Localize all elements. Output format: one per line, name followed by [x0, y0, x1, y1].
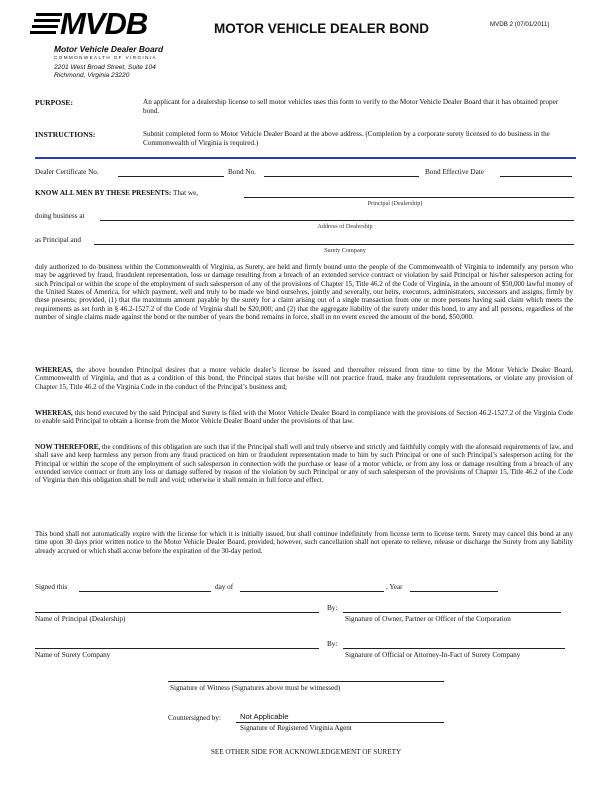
bond-no-label: Bond No. [228, 168, 256, 176]
as-principal-label: as Principal and [35, 236, 81, 244]
footer-note: SEE OTHER SIDE FOR ACKNOWLEDGEMENT OF SURETY [210, 748, 402, 756]
principal-name-field[interactable] [35, 612, 319, 613]
bond-paragraph-1: duly authorized to do business within the Commonwealth of Virginia, as Surety, are held and firmly bound unto the people of the Commonwealth of Virginia to indemnify any person who may be aggrieved by fraud, fraudulent representation, loss or damage resulting from a breach of an extended service contract or violation by said Principal or his/her salesperson acting for such Principal or within the scope of the employment of such salesperson of any of the provisions of Chapter 15, Title 46.2 of the Code of Virginia, in the amount of $50,000 lawful money of the United States of America, for which payment, well and truly to be made we bind ourselves, jointly and severally, our heirs, executors, administrators, successors and assigns, firmly by these presents; provided, (1) that the maximum amount payable by the surety for a claim arising out of a single transaction from one or more persons having said claim which meets the requirements as set forth in § 46.2-1527.2 of the Code of Virginia shall be $20,000; and (2) that the aggregate liability of the surety under this bond, to any and all persons, regardless of the number of single claims made against the bond or the number of years the bond remains in force, shall in no event exceed the amount of the bond, $50,000. [35, 263, 573, 322]
know-all-label: KNOW ALL MEN BY THESE PRESENTS: [35, 189, 172, 197]
instructions-label: INSTRUCTIONS: [35, 130, 96, 139]
witness-caption: Signature of Witness (Signatures above must be witnessed) [170, 684, 341, 692]
address-line-2: Richmond, Virginia 23220 [54, 72, 130, 79]
surety-company-field[interactable] [94, 244, 574, 245]
dealer-cert-label: Dealer Certificate No. [35, 168, 99, 176]
dealership-address-field[interactable] [100, 220, 574, 221]
principal-field[interactable] [244, 197, 574, 198]
agent-signature-field[interactable] [236, 722, 444, 723]
instructions-text: Submit completed form to Motor Vehicle Dealer Board at the above address. (Completion by a corporate surety licensed to do business in the Commonwealth of Virginia is required.) [143, 130, 550, 147]
expiration-paragraph: This bond shall not automatically expire with the license for which it is initially issued, but shall continue indefinitely from license term to license term. Surety may cancel this bond at any time upon 30 days prior written notice to the Motor Vehicle Dealer Board, provided, however, such cancellation shall not operate to relieve, release or discharge the Surety from any liability already accrued or which shall accrue before the expiration of the 30-day period. [35, 530, 573, 555]
year-label: , Year [386, 583, 403, 591]
mvdb-logo [30, 8, 180, 88]
signed-day-field[interactable] [79, 591, 211, 592]
page-title: MOTOR VEHICLE DEALER BOND [214, 21, 430, 36]
bond-no-field[interactable] [264, 176, 419, 177]
day-of-label: day of [215, 583, 234, 591]
effective-date-label: Bond Effective Date [425, 168, 484, 176]
address-line-1: 2201 West Broad Street, Suite 104 [54, 64, 156, 71]
now-therefore-text: the conditions of this obligation are such that if the Principal shall well and truly observe and strictly and faithfully comply with the aforesaid requirements of law, and shall save and keep harmless any person from any fraud practiced on him or fraudulent representation made to him by such Principal or one of such Principal’s salesperson acting for the Principal or within the scope of the employment of such salesperson in connection with the purchase or lease of a motor vehicle, or from any loss or damage resulting from a breach of any extended service contract or from any loss or damage suffered by reason of the violation by such Principal or any of such salesperson of the provisions of Chapter 15, Title 46.2 of the Code of Virginia then this obligation shall be null and void; otherwise it shall remain in full force and effect. [35, 443, 573, 485]
whereas-text-1: the above bounden Principal desires that a motor vehicle dealer’s license be issued and thereafter reissued from time to time by the Motor Vehicle Dealer Board, Commonwealth of Virginia, and that as a condition of this bond, the Principal states that he/she will not practice fraud, make any fraudulent representations, or violate any provision of Chapter 15, Title 46.2 of the Virginia Code in the conduct of the Principal’s business and; [35, 366, 573, 391]
signed-year-field[interactable] [410, 591, 498, 592]
form-number: MVDB 2 (07/01/2011) [490, 21, 550, 28]
principal-name-caption: Name of Principal (Dealership) [35, 615, 126, 623]
whereas-paragraph-1 [35, 366, 573, 391]
countersigned-label: Countersigned by: [168, 714, 221, 722]
logo-commonwealth: COMMONWEALTH OF VIRGINIA [54, 55, 157, 60]
by-label-2: By: [327, 640, 338, 648]
official-signature-field[interactable] [343, 648, 565, 649]
purpose-text: An applicant for a dealership license to sell motor vehicles uses this form to verify to the Motor Vehicle Dealer Board that it has obtained proper bond. [143, 98, 559, 115]
now-therefore-lead: NOW THEREFORE, [35, 443, 101, 451]
logo-subtitle: Motor Vehicle Dealer Board [54, 44, 164, 54]
doing-business-label: doing business at [35, 212, 85, 220]
principal-caption: Principal (Dealership) [367, 200, 423, 207]
whereas-paragraph-2 [35, 409, 573, 426]
address-caption: Address of Dealership [317, 223, 373, 230]
official-signature-caption: Signature of Official or Attorney-In-Fact of Surety Company [345, 651, 521, 659]
whereas-text-2: this bond executed by the said Principal and Surety is filed with the Motor Vehicle Dealer Board in compliance with the provisions of Section 46.2-1527.2 of the Virginia Code to enable said Principal to obtain a license from the Motor Vehicle Dealer Board under the provisions of that law. [35, 409, 573, 426]
countersigned-value[interactable]: Not Applicable [240, 712, 289, 721]
witness-signature-field[interactable] [168, 681, 444, 682]
effective-date-field[interactable] [500, 176, 572, 177]
signed-month-field[interactable] [240, 591, 384, 592]
whereas-lead-1: WHEREAS, [35, 366, 73, 374]
know-all-line [35, 189, 198, 198]
section-divider [35, 157, 576, 159]
that-we-label: That we, [172, 189, 199, 197]
now-therefore-paragraph [35, 443, 573, 485]
surety-name-caption: Name of Surety Company [35, 651, 111, 659]
logo-text: MVDB [60, 6, 148, 41]
surety-name-field[interactable] [35, 648, 319, 649]
owner-signature-field[interactable] [343, 612, 561, 613]
owner-signature-caption: Signature of Owner, Partner or Officer of the Corporation [345, 615, 511, 623]
dealer-cert-field[interactable] [118, 176, 224, 177]
whereas-lead-2: WHEREAS, [35, 409, 73, 417]
surety-caption: Surety Company [324, 247, 366, 254]
signed-this-label: Signed this [35, 583, 68, 591]
agent-caption: Signature of Registered Virginia Agent [240, 724, 352, 732]
by-label-1: By: [327, 604, 338, 612]
purpose-label: PURPOSE: [35, 98, 73, 107]
